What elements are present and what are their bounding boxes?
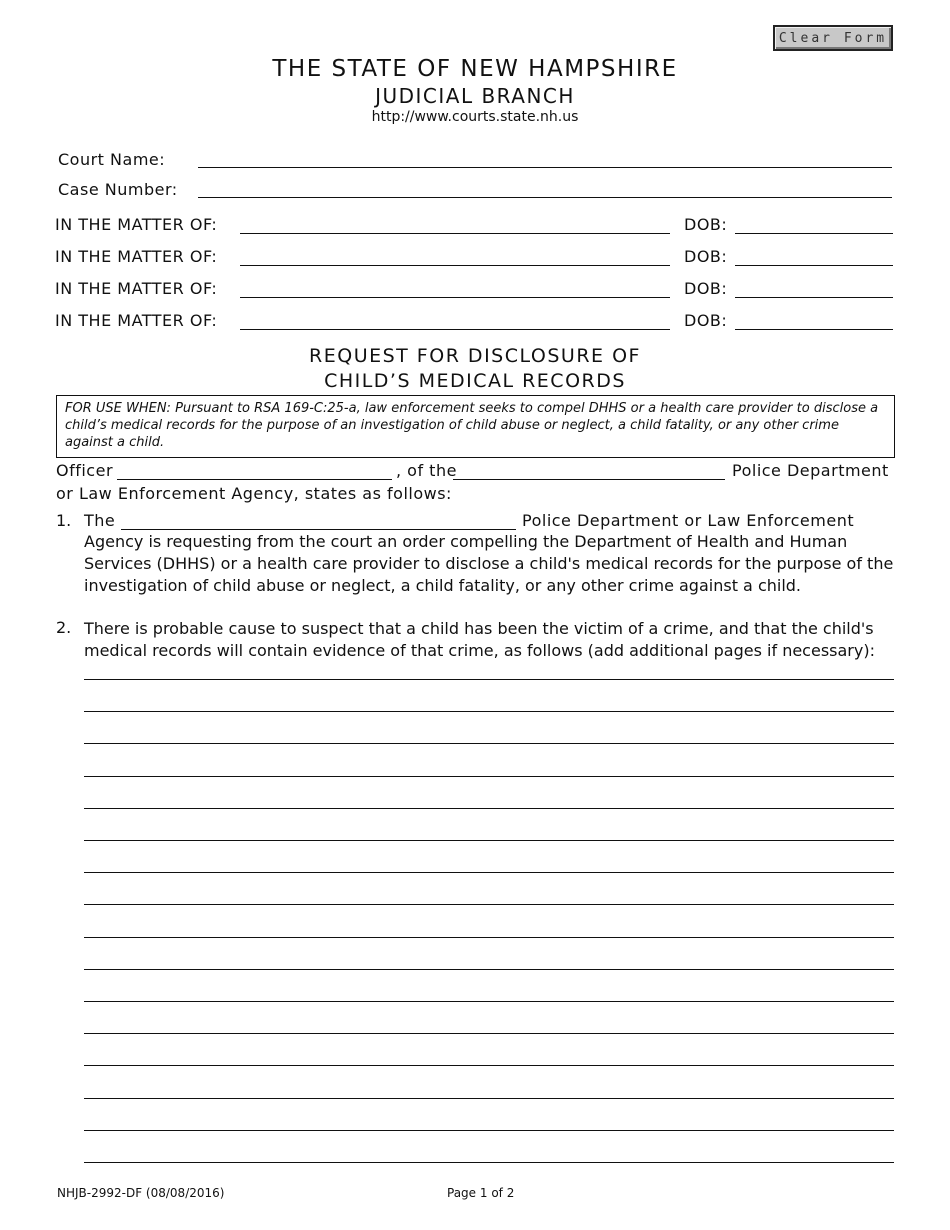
state-title: THE STATE OF NEW HAMPSHIRE [272,56,678,82]
matter-field-4[interactable] [240,329,670,330]
officer-label: Officer [56,461,114,480]
dob-field-1[interactable] [735,233,893,234]
police-department-label: Police Department [732,461,889,480]
dob-label-2: DOB: [684,247,728,266]
court-name-label: Court Name: [58,150,166,169]
answer-line[interactable] [84,872,894,873]
form-id: NHJB-2992-DF (08/08/2016) [57,1186,225,1200]
item-1-body: Agency is requesting from the court an order compelling the Department of Health and Human Services (DHHS) or a health care provider to disclose a child's medical records for the purpose of the investigation of child abuse or neglect, a child fatality, or any other crime against a child. [84,532,894,595]
court-name-field[interactable] [198,167,892,168]
case-number-field[interactable] [198,197,892,198]
dob-label-1: DOB: [684,215,728,234]
answer-line[interactable] [84,840,894,841]
matter-label-4: IN THE MATTER OF: [55,311,218,330]
of-the-label: , of the [396,461,457,480]
page-number: Page 1 of 2 [447,1186,515,1200]
officer-name-field[interactable] [117,479,392,480]
answer-line[interactable] [84,1098,894,1099]
use-when-notice: FOR USE WHEN: Pursuant to RSA 169-C:25-a, law enforcement seeks to compel DHHS or a health care provider to disclose a child’s medical records for the purpose of an investigation of child abuse or neglect, a child fatality, or any other crime against a child. [56,395,895,458]
answer-line[interactable] [84,1001,894,1002]
agency-statement: or Law Enforcement Agency, states as follows: [56,484,452,503]
answer-line[interactable] [84,1162,894,1163]
case-number-label: Case Number: [58,180,178,199]
answer-line[interactable] [84,808,894,809]
matter-field-3[interactable] [240,297,670,298]
answer-line[interactable] [84,743,894,744]
item-2-body: There is probable cause to suspect that a child has been the victim of a crime, and that the child's medical records will contain evidence of that crime, as follows (add additional pages if necessary): [84,619,875,660]
form-title-line-2: CHILD’S MEDICAL RECORDS [324,370,626,392]
answer-line[interactable] [84,1130,894,1131]
answer-line[interactable] [84,679,894,680]
dob-field-4[interactable] [735,329,893,330]
answer-line[interactable] [84,1065,894,1066]
dob-label-4: DOB: [684,311,728,330]
dob-field-3[interactable] [735,297,893,298]
clear-form-button[interactable]: Clear Form [773,25,893,51]
form-title-line-1: REQUEST FOR DISCLOSURE OF [309,345,641,367]
matter-label-3: IN THE MATTER OF: [55,279,218,298]
department-name-field[interactable] [453,479,725,480]
dob-label-3: DOB: [684,279,728,298]
court-url: http://www.courts.state.nh.us [371,109,579,125]
matter-field-1[interactable] [240,233,670,234]
item-1-number: 1. [56,511,72,530]
matter-field-2[interactable] [240,265,670,266]
answer-line[interactable] [84,937,894,938]
matter-label-1: IN THE MATTER OF: [55,215,218,234]
item-1-tail: Police Department or Law Enforcement [522,511,855,530]
item-1-department-field[interactable] [121,529,516,530]
answer-line[interactable] [84,969,894,970]
branch-title: JUDICIAL BRANCH [375,84,575,108]
dob-field-2[interactable] [735,265,893,266]
answer-line[interactable] [84,904,894,905]
item-2-number: 2. [56,618,72,637]
matter-label-2: IN THE MATTER OF: [55,247,218,266]
item-1-the: The [84,511,116,530]
answer-line[interactable] [84,1033,894,1034]
answer-line[interactable] [84,711,894,712]
answer-line[interactable] [84,776,894,777]
